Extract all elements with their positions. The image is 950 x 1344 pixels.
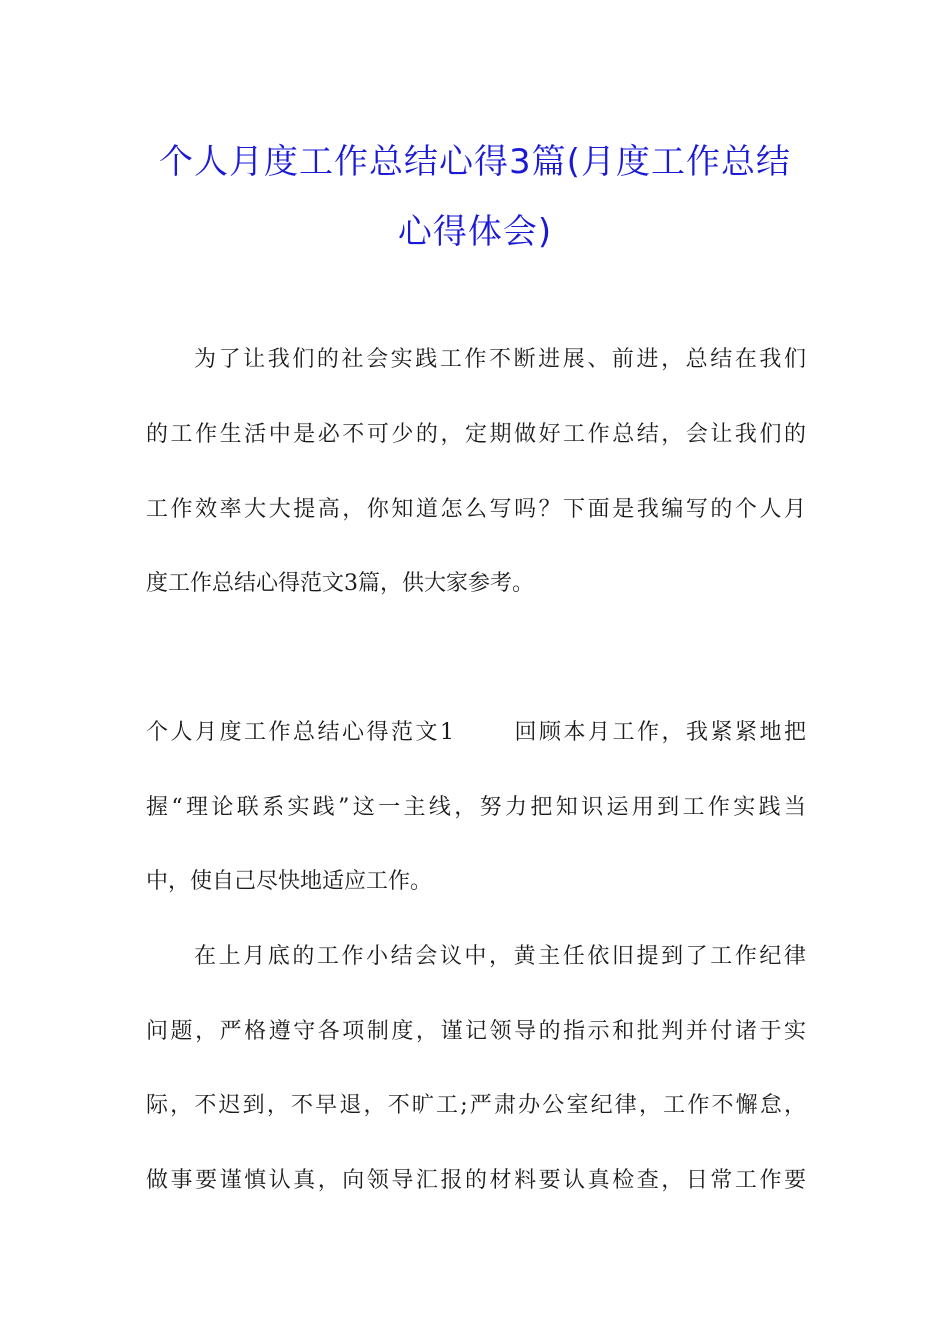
section1-para1-line-2: 中，使自己尽快地适应工作。 bbox=[146, 869, 433, 894]
section1-first-line bbox=[146, 718, 806, 748]
intro-line-1: 为了让我们的社会实践工作不断进展、前进，总结在我们 bbox=[194, 347, 806, 372]
section1-para2-line-1: 在上月底的工作小结会议中，黄主任依旧提到了工作纪律 bbox=[194, 944, 806, 969]
section1-para2-line-3: 际，不迟到，不早退，不旷工;严肃办公室纪律，工作不懈怠， bbox=[146, 1093, 806, 1118]
intro-line-4: 度工作总结心得范文3篇，供大家参考。 bbox=[146, 571, 534, 596]
section1-first-line-text: 回顾本月工作，我紧紧地把 bbox=[512, 720, 806, 745]
document-title-line-1: 个人月度工作总结心得3篇(月度工作总结 bbox=[159, 142, 791, 182]
document-title-line-2: 心得体会) bbox=[397, 212, 553, 252]
section1-para2-line-4: 做事要谨慎认真，向领导汇报的材料要认真检查，日常工作要 bbox=[146, 1168, 806, 1193]
section1-heading: 个人月度工作总结心得范文1 bbox=[146, 720, 454, 745]
intro-line-2: 的工作生活中是必不可少的，定期做好工作总结，会让我们的 bbox=[146, 422, 806, 447]
intro-line-3: 工作效率大大提高，你知道怎么写吗？下面是我编写的个人月 bbox=[146, 497, 806, 522]
section1-para2-line-2: 问题，严格遵守各项制度，谨记领导的指示和批判并付诸于实 bbox=[146, 1019, 806, 1044]
section1-para1-line-1: 握“理论联系实践”这一主线，努力把知识运用到工作实践当 bbox=[146, 795, 806, 820]
